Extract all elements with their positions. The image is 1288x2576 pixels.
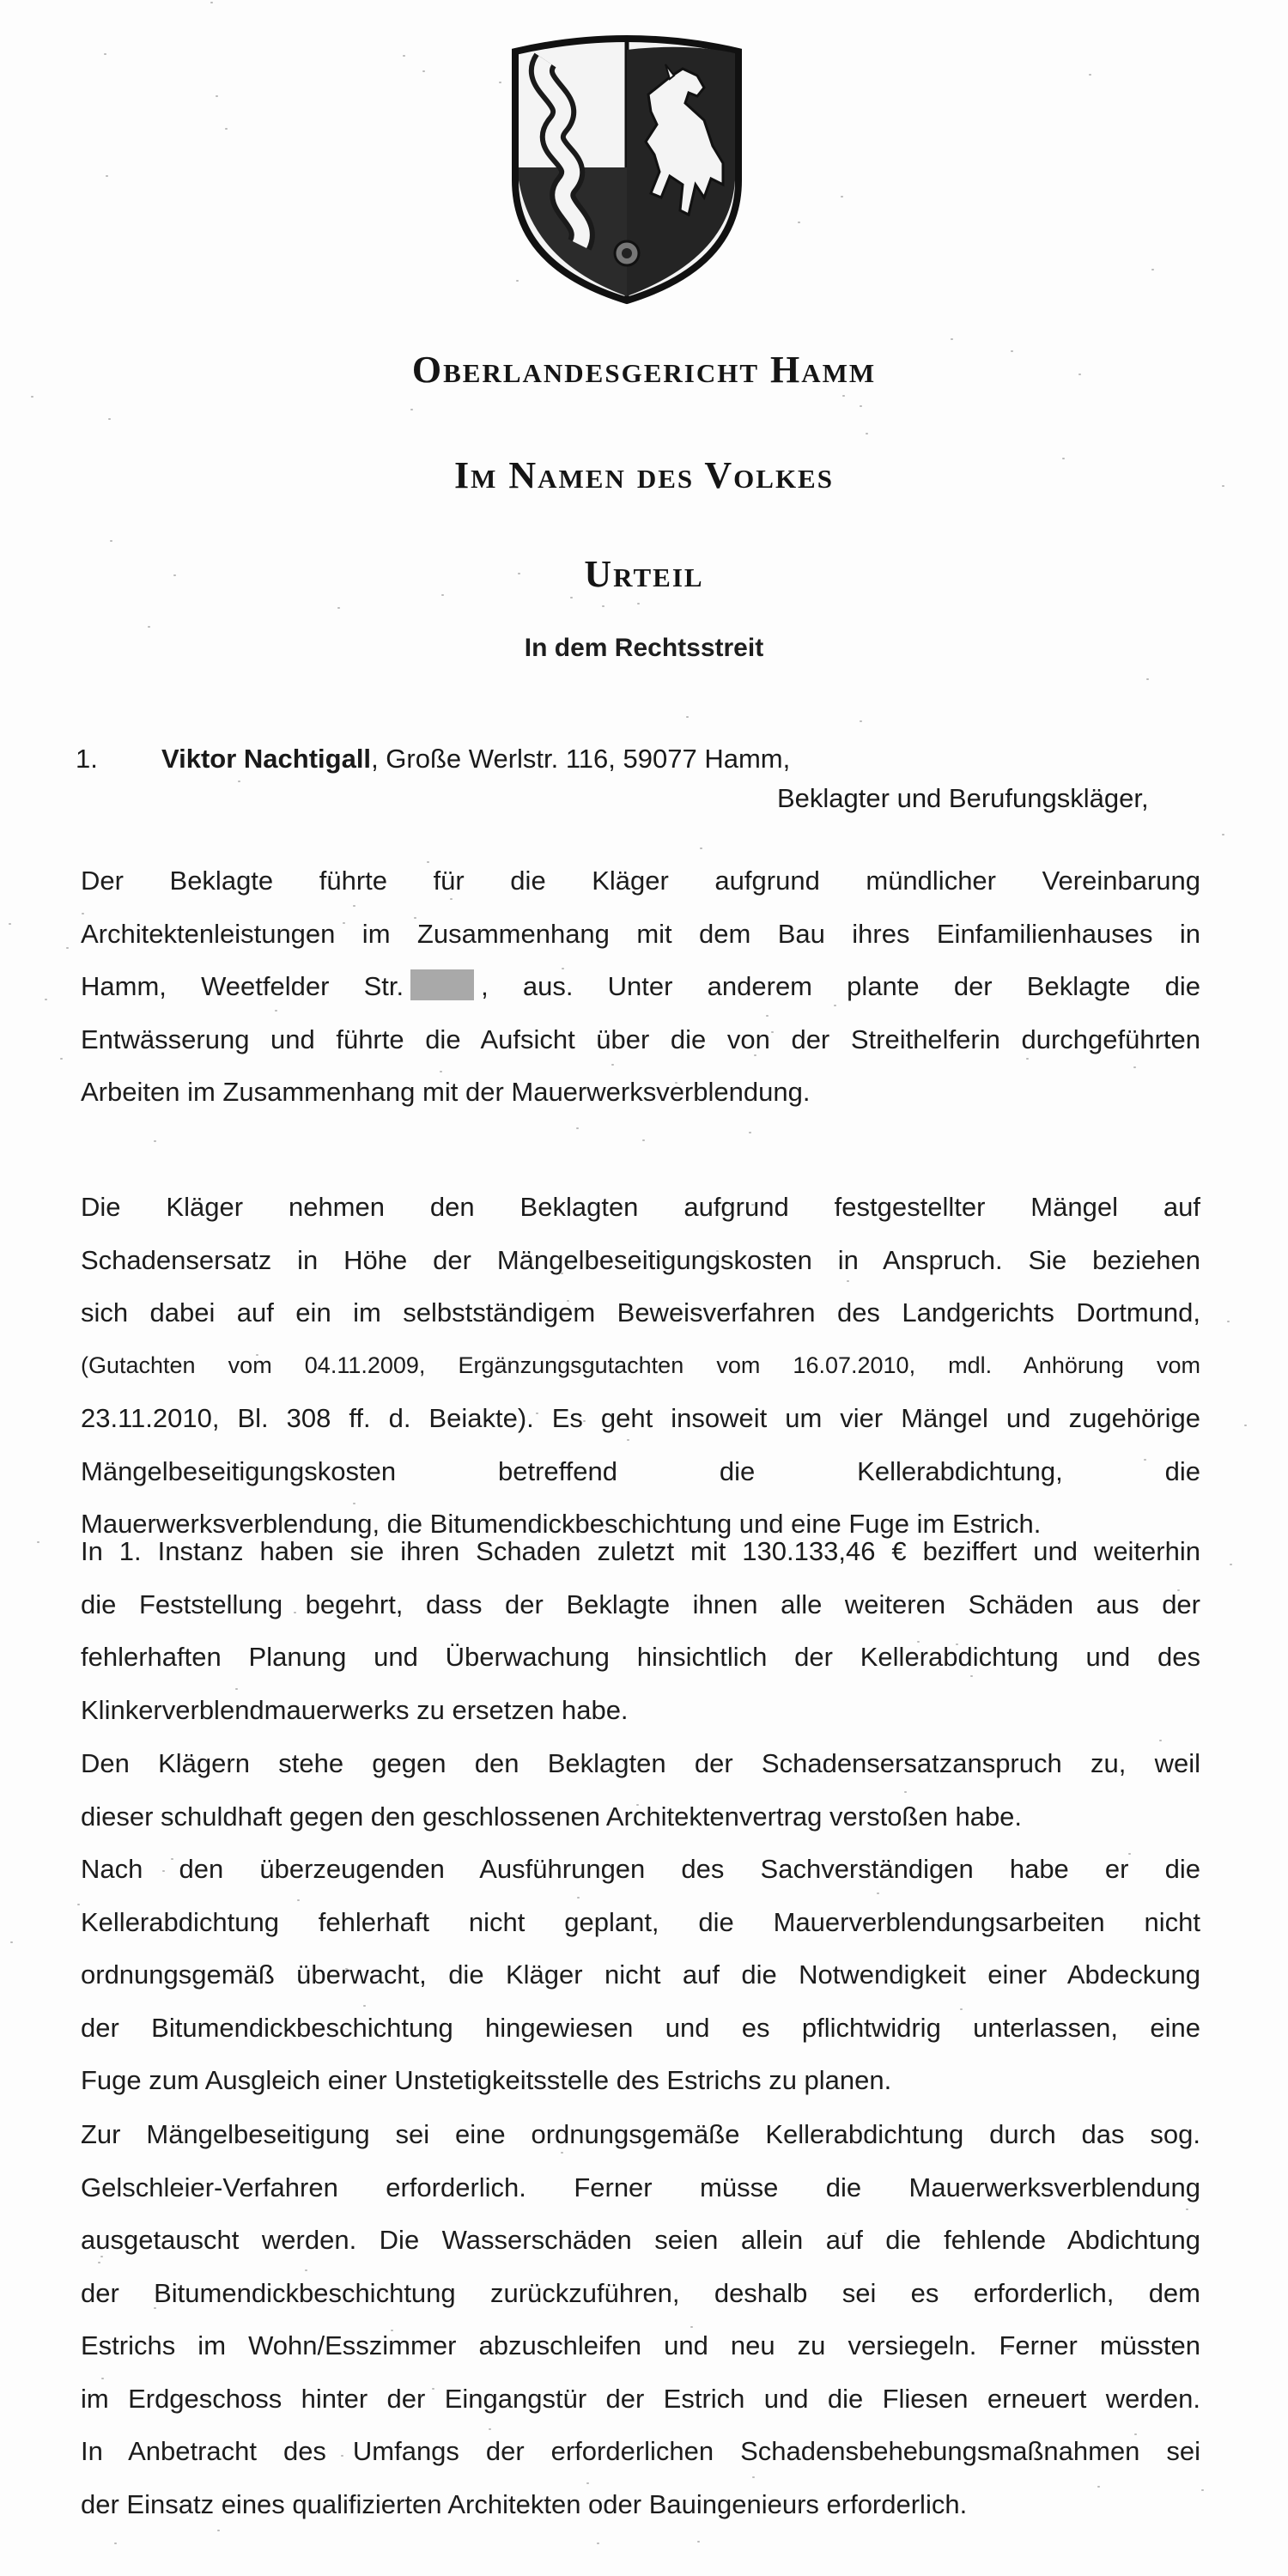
scan-speck: [576, 1127, 579, 1129]
scan-speck: [9, 923, 11, 925]
party-line: [161, 744, 790, 775]
scan-speck: [60, 1058, 63, 1060]
scan-speck: [866, 433, 868, 434]
scan-speck: [860, 720, 862, 722]
party-name: Viktor Nachtigall: [161, 744, 372, 774]
scan-speck: [31, 396, 33, 398]
paragraph-facts: [81, 854, 1200, 1119]
scan-speck: [697, 2541, 700, 2543]
scan-speck: [1230, 1564, 1232, 1565]
text-line: 23.11.2010, Bl. 308 ff. d. Beiakte). Es geht insoweit um vier Mängel und zugehörige: [81, 1403, 1200, 1433]
scan-speck: [410, 409, 413, 410]
party-address: , Große Werlstr. 116, 59077 Hamm,: [371, 744, 791, 774]
text-line: Den Klägern stehe gegen den Beklagten der Schadensersatzanspruch zu, weil: [81, 1748, 1200, 1778]
scan-speck: [1201, 2489, 1204, 2491]
scan-speck: [798, 222, 800, 223]
scan-speck: [403, 55, 405, 57]
party-role: Beklagter und Berufungskläger,: [777, 783, 1149, 813]
coat-of-arms-emblem: [498, 34, 756, 309]
text-line: Arbeiten im Zusammenhang mit der Mauerwerksverblendung.: [81, 1077, 811, 1107]
scan-speck: [225, 128, 228, 130]
text-line: Die Kläger nehmen den Beklagten aufgrund festgestellter Mängel auf: [81, 1192, 1200, 1222]
text-line: im Erdgeschoss hinter der Eingangstür der Estrich und die Fliesen erneuert werden.: [81, 2383, 1200, 2414]
heading-im-namen-des-volkes: Im Namen des Volkes: [454, 454, 834, 496]
scan-speck: [686, 716, 689, 718]
redaction-block: [410, 969, 474, 1000]
scan-speck: [66, 947, 69, 949]
text-line: Entwässerung und führte die Aufsicht über die von der Streithelferin durchgeführten: [81, 1024, 1200, 1054]
scan-speck: [841, 196, 843, 197]
text-line: der Bitumendickbeschichtung hingewiesen und es pflichtwidrig unterlassen, eine: [81, 2012, 1200, 2043]
scan-speck: [597, 2543, 599, 2544]
scan-speck: [108, 418, 111, 420]
scan-speck: [238, 781, 240, 782]
scan-speck: [749, 1132, 751, 1133]
paragraph-claims: [81, 1181, 1200, 1551]
text-line: die Feststellung begehrt, dass der Beklagte ihnen alle weiteren Schäden aus der: [81, 1589, 1200, 1619]
scan-speck: [77, 1904, 80, 1905]
scan-speck: [700, 848, 702, 849]
text-line: sich dabei auf ein im selbstständigem Beweisverfahren des Landgerichts Dortmund,: [81, 1297, 1200, 1327]
scan-speck: [842, 395, 845, 397]
text-segment: Hamm, Weetfelder Str.: [81, 971, 404, 1001]
scan-speck: [1089, 74, 1091, 76]
text-line: Nach den überzeugenden Ausführungen des Sachverständigen habe er die: [81, 1854, 1200, 1884]
court-title: Oberlandesgericht Hamm: [411, 349, 877, 391]
scan-speck: [37, 1541, 39, 1543]
paragraph-remedy: [81, 2108, 1200, 2530]
scan-speck: [602, 605, 605, 607]
scan-speck: [110, 540, 112, 542]
scan-speck: [422, 70, 425, 72]
scan-speck: [1244, 1425, 1247, 1426]
scan-speck: [1151, 269, 1154, 270]
text-line: In 1. Instanz haben sie ihren Schaden zuletzt mit 130.133,46 € beziffert und weiterhin: [81, 1536, 1200, 1566]
scan-speck: [106, 175, 108, 177]
scan-speck: [10, 1941, 13, 1943]
scan-speck: [216, 95, 218, 97]
scan-speck: [104, 53, 106, 55]
scan-speck: [337, 607, 340, 609]
text-line: Fuge zum Ausgleich einer Unstetigkeitsstelle des Estrichs zu planen.: [81, 2065, 892, 2095]
text-line: der Bitumendickbeschichtung zurückzuführen, deshalb sei es erforderlich, dem: [81, 2277, 1200, 2308]
text-line: Estrichs im Wohn/Esszimmer abzuschleifen und neu zu versiegeln. Ferner müssten: [81, 2330, 1200, 2360]
text-line: Mängelbeseitigungskosten betreffend die Kellerabdichtung, die: [81, 1455, 1200, 1486]
scan-speck: [570, 597, 573, 598]
scan-speck: [642, 1139, 645, 1141]
text-line: Klinkerverblendmauerwerks zu ersetzen habe.: [81, 1694, 629, 1725]
scan-speck: [114, 2543, 117, 2544]
scan-speck: [1222, 834, 1224, 835]
text-line: Zur Mängelbeseitigung sei eine ordnungsgemäße Kellerabdichtung durch das sog.: [81, 2119, 1200, 2149]
text-line: (Gutachten vom 04.11.2009, Ergänzungsgutachten vom 16.07.2010, mdl. Anhörung vom: [81, 1352, 1200, 1378]
party-number: 1.: [76, 744, 98, 774]
scan-speck: [148, 626, 150, 628]
text-line: Gelschleier-Verfahren erforderlich. Ferner müsse die Mauerwerksverblendung: [81, 2172, 1200, 2202]
scan-speck: [154, 1140, 156, 1142]
text-line: dieser schuldhaft gegen den geschlossenen Architektenvertrag verstoßen habe.: [81, 1801, 1023, 1832]
scan-speck: [860, 405, 862, 407]
text-line: ausgetauscht werden. Die Wasserschäden seien allein auf die fehlende Abdichtung: [81, 2225, 1200, 2255]
scan-speck: [951, 338, 953, 340]
text-line: Architektenleistungen im Zusammenhang mit dem Bau ihres Einfamilienhauses in: [81, 918, 1200, 949]
text-line: ordnungsgemäß überwacht, die Kläger nicht auf die Notwendigkeit einer Abdeckung: [81, 1959, 1200, 1990]
paragraph-expert-findings: [81, 1843, 1200, 2107]
paragraph-entitlement: [81, 1737, 1200, 1843]
scan-speck: [1146, 678, 1149, 680]
text-line: fehlerhaften Planung und Überwachung hinsichtlich der Kellerabdichtung und des: [81, 1642, 1200, 1672]
text-segment: , aus. Unter anderem plante der Beklagte die: [481, 971, 1200, 1001]
text-line: Mauerwerksverblendung, die Bitumendickbeschichtung und eine Fuge im Estrich.: [81, 1509, 1042, 1539]
scan-speck: [210, 2, 213, 3]
text-line: In Anbetracht des Umfangs der erforderlichen Schadensbehebungsmaßnahmen sei: [81, 2436, 1200, 2466]
text-line: Schadensersatz in Höhe der Mängelbeseitigungskosten in Anspruch. Sie beziehen: [81, 1244, 1200, 1275]
text-line: Der Beklagte führte für die Kläger aufgrund mündlicher Vereinbarung: [81, 866, 1200, 896]
text-line: Kellerabdichtung fehlerhaft nicht geplant, die Mauerverblendungsarbeiten nicht: [81, 1906, 1200, 1937]
scan-speck: [1227, 1321, 1230, 1322]
scan-speck: [45, 999, 47, 1000]
scan-speck: [637, 603, 640, 605]
paragraph-first-instance: [81, 1525, 1200, 1736]
subheading-rechtsstreit: In dem Rechtsstreit: [524, 634, 764, 662]
document-type-title: Urteil: [584, 553, 704, 595]
text-line: der Einsatz eines qualifizierten Architekten oder Bauingenieurs erforderlich.: [81, 2488, 968, 2519]
text-line: [81, 960, 1200, 1013]
